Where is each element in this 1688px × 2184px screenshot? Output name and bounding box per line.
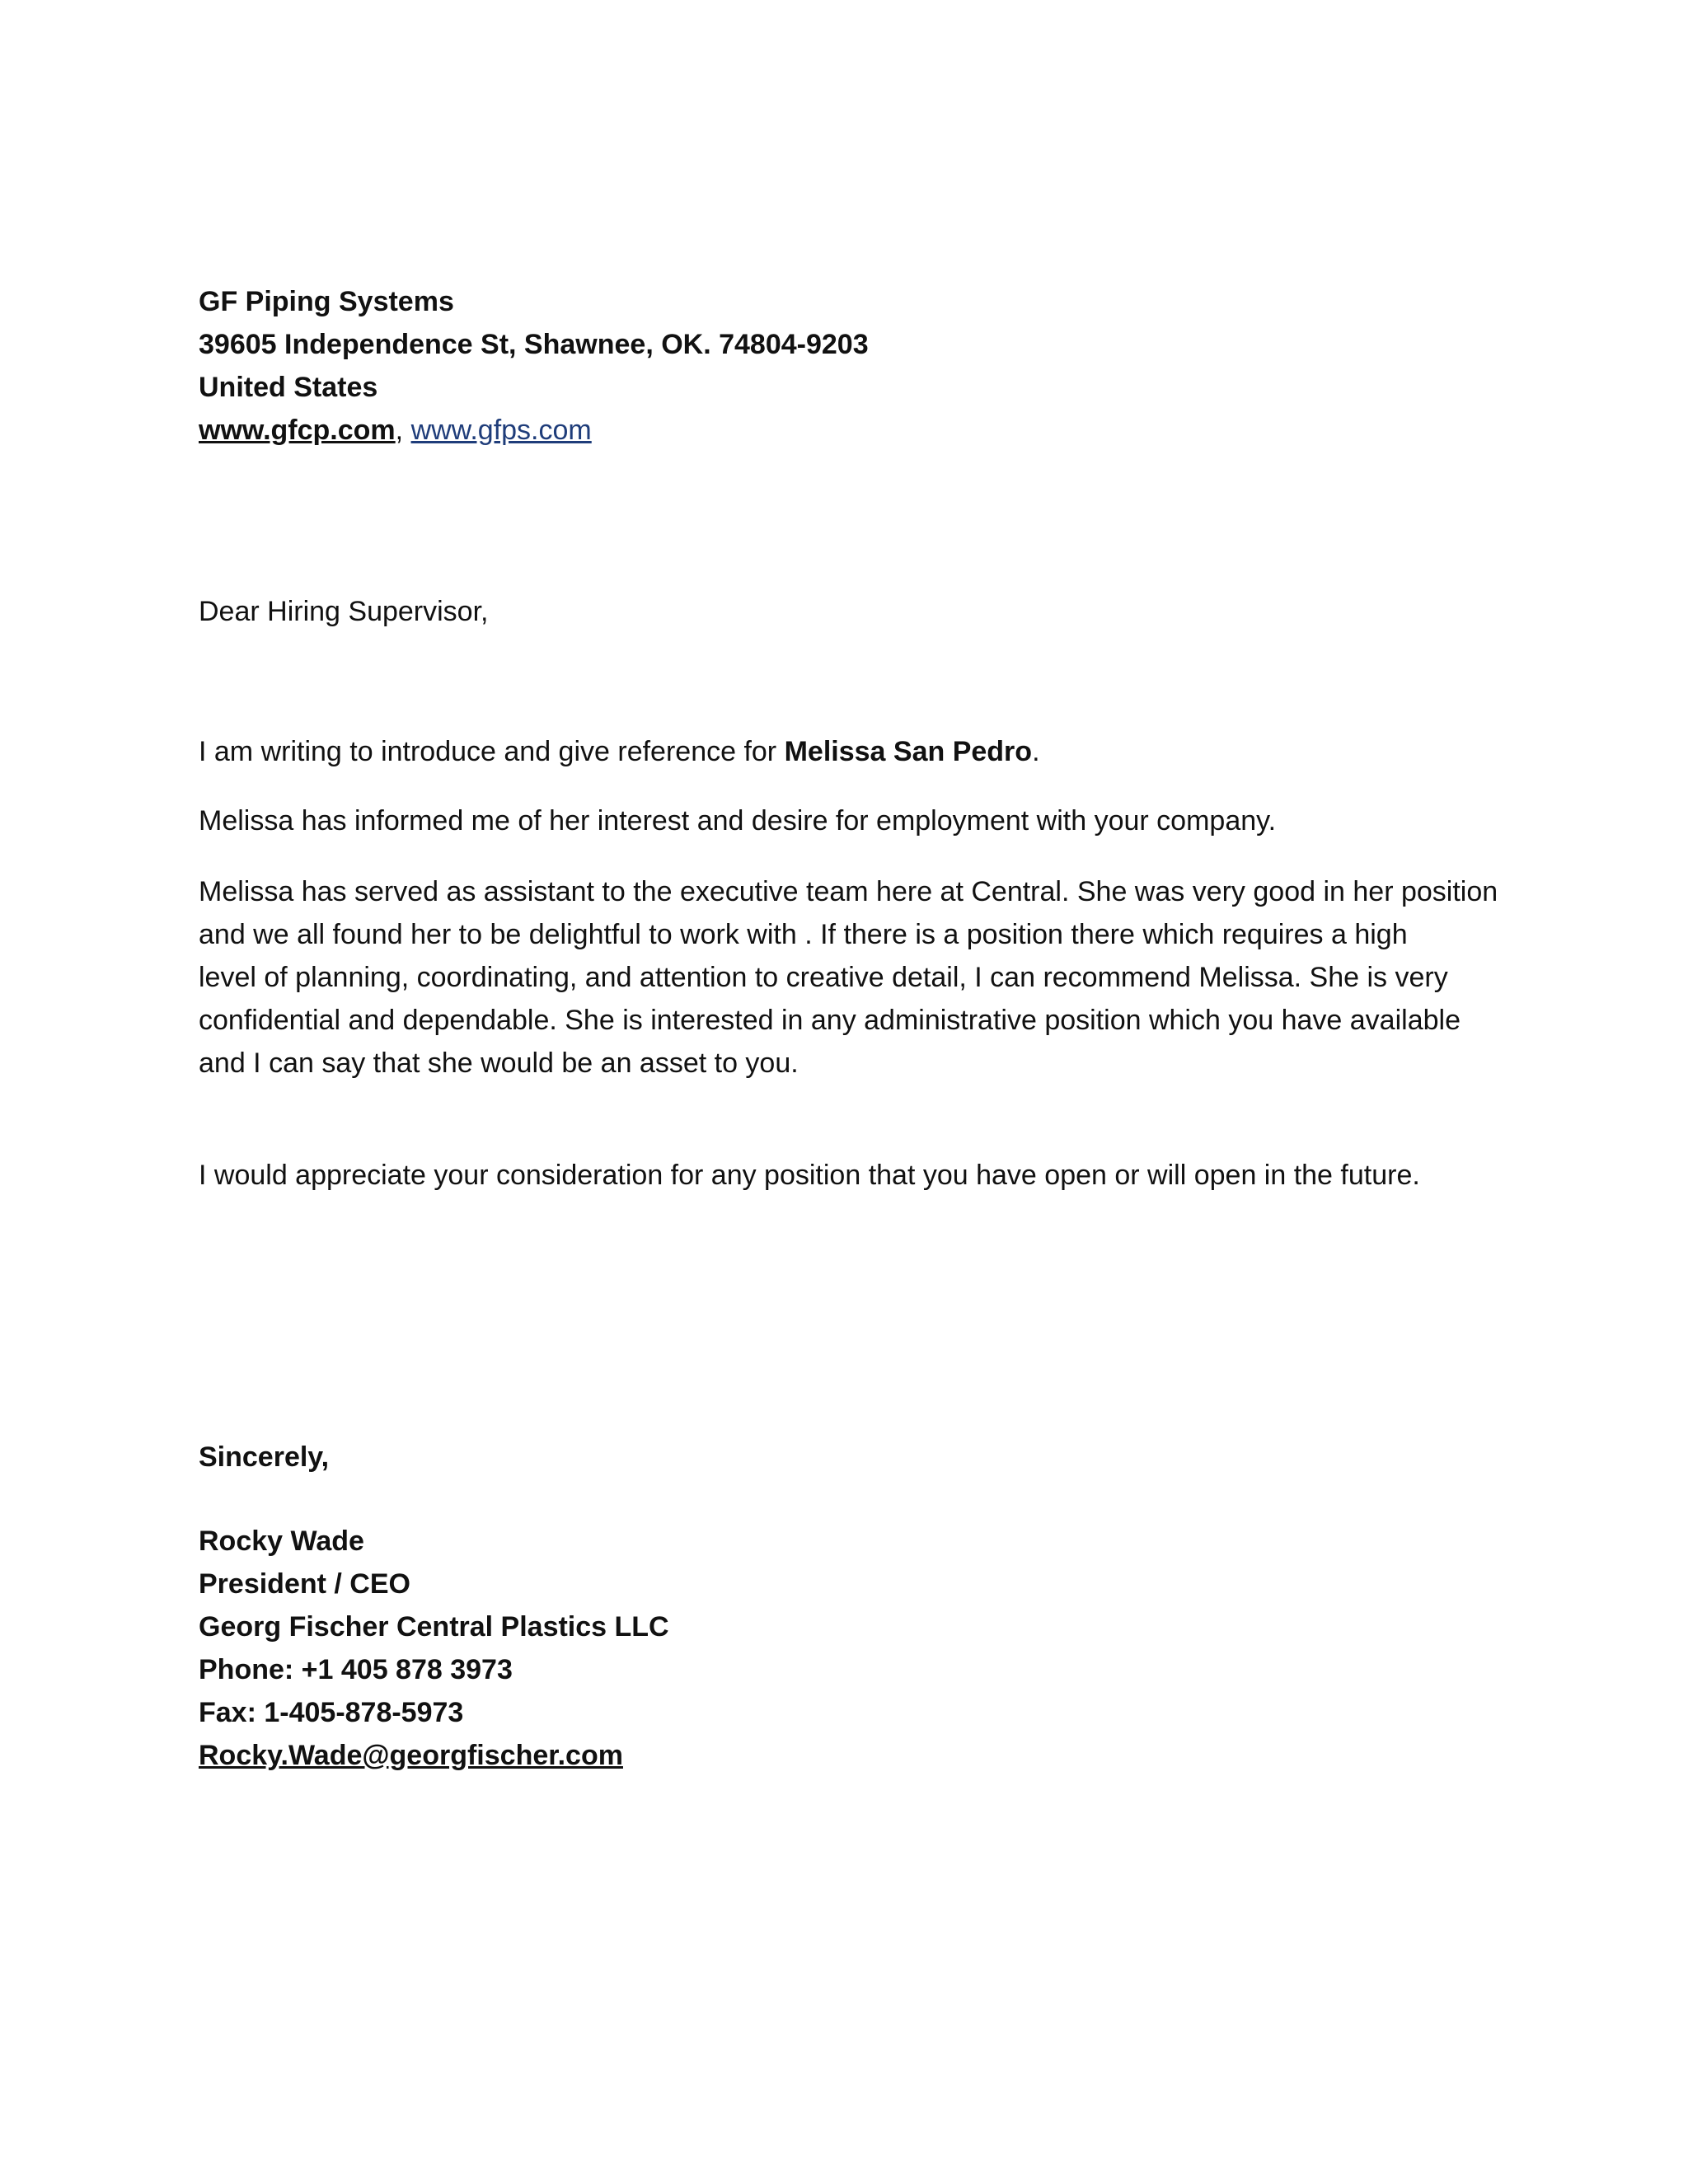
service-line: level of planning, coordinating, and attention to creative detail, I can recommend Melissa. She is very [199, 962, 1448, 993]
signer-name: Rocky Wade [199, 1526, 364, 1557]
website-separator: , [395, 415, 404, 446]
service-line: and we all found her to be delightful to work with . If there is a position there which requires a high [199, 919, 1408, 950]
signer-company: Georg Fischer Central Plastics LLC [199, 1611, 669, 1643]
signer-title: President / CEO [199, 1568, 410, 1600]
signer-email-link[interactable]: Rocky.Wade@georgfischer.com [199, 1740, 623, 1771]
candidate-name: Melissa San Pedro [784, 736, 1033, 767]
intro-paragraph [199, 730, 1493, 773]
intro-line [199, 730, 1493, 773]
service-paragraph [199, 870, 1498, 1085]
service-line: confidential and dependable. She is interested in any administrative position which you have available [199, 1005, 1461, 1036]
closing-paragraph [199, 1154, 1493, 1197]
closing-text: I would appreciate your consideration for any position that you have open or will open in the future. [199, 1160, 1420, 1191]
intro-end: . [1032, 736, 1040, 767]
closing-word: Sincerely, [199, 1441, 330, 1473]
salutation-text: Dear Hiring Supervisor, [199, 596, 489, 627]
company-name: GF Piping Systems [199, 286, 454, 317]
intro-text: I am writing to introduce and give reference for [199, 736, 785, 767]
signature-block [199, 1520, 669, 1777]
signer-fax: Fax: 1-405-878-5973 [199, 1697, 464, 1728]
letterhead [199, 280, 869, 452]
service-line: Melissa has served as assistant to the executive team here at Central. She was very good in her position [199, 876, 1498, 907]
sign-off [199, 1436, 329, 1479]
signer-phone: Phone: +1 405 878 3973 [199, 1654, 513, 1685]
interest-text: Melissa has informed me of her interest and desire for employment with your company. [199, 805, 1277, 837]
company-websites [199, 409, 869, 452]
interest-paragraph [199, 799, 1493, 842]
website-secondary-link[interactable]: www.gfps.com [410, 415, 592, 446]
salutation [199, 590, 1493, 633]
company-country: United States [199, 372, 378, 403]
company-address: 39605 Independence St, Shawnee, OK. 74804-9203 [199, 329, 869, 360]
website-primary-link[interactable]: www.gfcp.com [199, 415, 396, 446]
service-line: and I can say that she would be an asset to you. [199, 1047, 799, 1079]
